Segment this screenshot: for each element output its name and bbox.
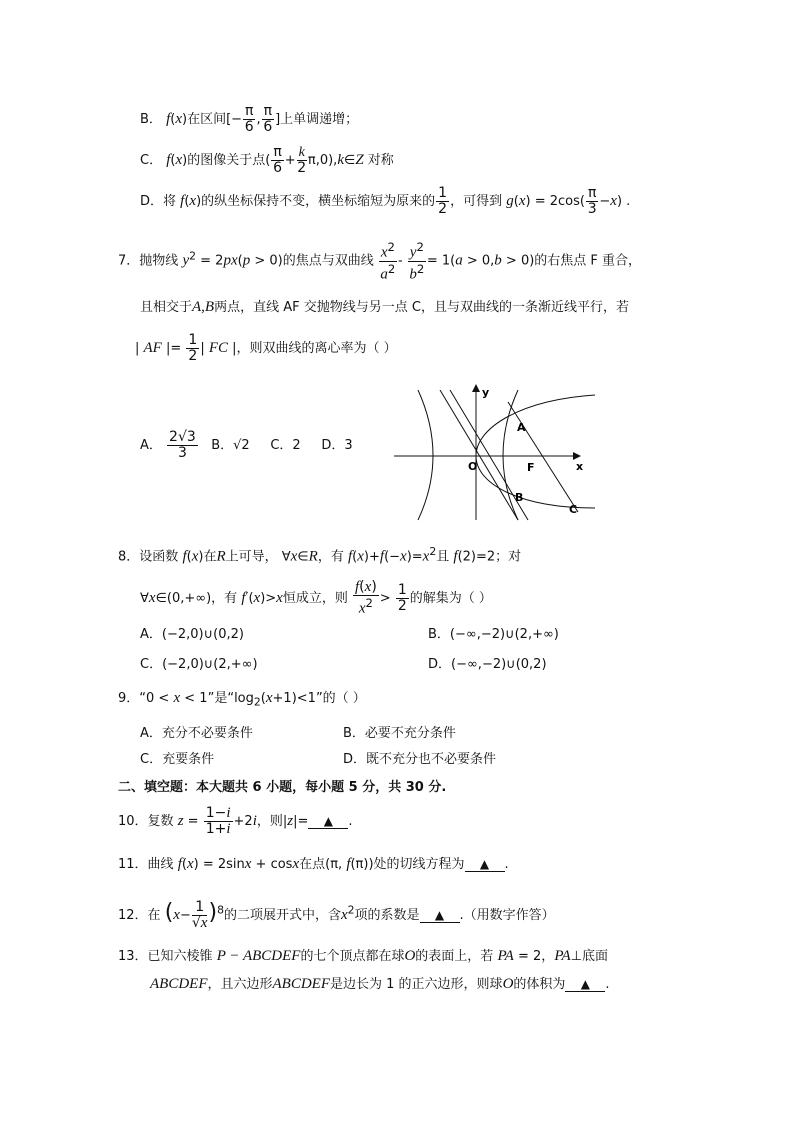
parabola bbox=[476, 395, 595, 508]
x-axis-arrow bbox=[573, 452, 581, 460]
label-a: A bbox=[517, 421, 526, 434]
q8-line2: ∀x∈(0,+∞)，有 f′(x)>x恒成立，则 $\frac{f(x)}{x^2}$ > $\frac{1}{2}$ 的解集为（ ） bbox=[140, 579, 492, 617]
answer-blank[interactable]: ▲ bbox=[465, 857, 505, 872]
q6-option-b: B． f(x)在区间[− $\frac{\pi}{6}$ , $\frac{\pi}{6}$ ]上单调递增； bbox=[140, 103, 359, 135]
q6-option-c: C． f(x)的图像关于点( $\frac{\pi}{6}$ + $\frac{k}{2}$ π,0),k∈Z 对称 bbox=[140, 144, 394, 176]
q7-line1: 7．抛物线 $y^2 = 2px(p > 0)$的焦点与双曲线 $\frac{x^2}{a^2}$ - $\frac{y^2}{b^2}$ = 1(a > 0,b > 0)的右焦点 F 重合， bbox=[118, 240, 642, 283]
q13-line1: 13．已知六棱锥 P − ABCDEF的七个顶点都在球O的表面上，若 PA = 2，PA⊥底面 bbox=[118, 948, 609, 964]
q7-option-a-value: $\frac{2√3}{3}$ bbox=[169, 429, 196, 461]
label-x: x bbox=[576, 460, 584, 473]
q7-options: A． $\frac{2√3}{3}$ B．√2 C．2 D．3 bbox=[140, 429, 353, 461]
q8-option-d: D．(−∞,−2)∪(0,2) bbox=[428, 657, 547, 672]
q7-figure bbox=[390, 380, 600, 525]
q8-option-c: C．(−2,0)∪(2,+∞) bbox=[140, 657, 258, 672]
section-title: 二、填空题：本大题共 6 小题，每小题 5 分，共 30 分. bbox=[118, 780, 447, 795]
asymptote-line bbox=[440, 390, 518, 520]
q12: 12．在 (x− $\frac{1}{√x}$ )$^8$的二项展开式中，含$x^2$项的系数是 ▲ .（用数字作答） bbox=[118, 899, 555, 931]
answer-blank[interactable]: ▲ bbox=[308, 814, 348, 829]
y-axis-arrow bbox=[472, 384, 480, 392]
hyperbola-left-branch bbox=[418, 390, 433, 520]
q7-line2: 且相交于A,B两点，直线 AF 交抛物线与另一点 C，且与双曲线的一条渐近线平行，若 bbox=[140, 299, 629, 315]
q6-option-d: D．将 f(x)的纵坐标保持不变，横坐标缩短为原来的 $\frac{1}{2}$ ，可得到 g(x) = 2cos( $\frac{\pi}{3}$ −x) . bbox=[140, 185, 631, 217]
q8-option-b: B．(−∞,−2)∪(2,+∞) bbox=[428, 627, 559, 642]
label-c: C bbox=[569, 503, 578, 516]
q9-option-d: D．既不充分也不必要条件 bbox=[343, 752, 497, 767]
q7-line3: | AF |= $\frac{1}{2}$ | FC |，则双曲线的离心率为（ ） bbox=[135, 332, 397, 364]
label-f: F bbox=[527, 461, 535, 474]
q9-stem: 9．“0 < x < 1”是“$\log_2(x+1)<1$”的（ ） bbox=[118, 690, 366, 709]
label-y: y bbox=[482, 386, 490, 399]
q9-option-b: B．必要不充分条件 bbox=[343, 726, 456, 741]
q11: 11．曲线 f(x) = 2sinx + cosx在点(π, f(π))处的切线方程为 ▲ . bbox=[118, 856, 509, 872]
q8-option-a: A．(−2,0)∪(0,2) bbox=[140, 627, 244, 642]
q13-line2: ABCDEF，且六边形ABCDEF是边长为 1 的正六边形，则球O的体积为 ▲ . bbox=[150, 976, 610, 992]
answer-blank[interactable]: ▲ bbox=[420, 908, 460, 923]
q10: 10．复数 z = $\frac{1-i}{1+i}$ +2i，则|z|= ▲ . bbox=[118, 805, 353, 837]
label-b: B bbox=[515, 491, 524, 504]
answer-blank[interactable]: ▲ bbox=[565, 977, 605, 992]
label-o: O bbox=[468, 460, 478, 473]
q8-line1: 8．设函数 f(x)在R上可导， ∀x∈R，有 $f(x)+f(-x)=x^2$且 f(2)=2；对 bbox=[118, 545, 522, 565]
q9-option-c: C．充要条件 bbox=[140, 752, 215, 767]
q9-option-a: A．充分不必要条件 bbox=[140, 726, 253, 741]
